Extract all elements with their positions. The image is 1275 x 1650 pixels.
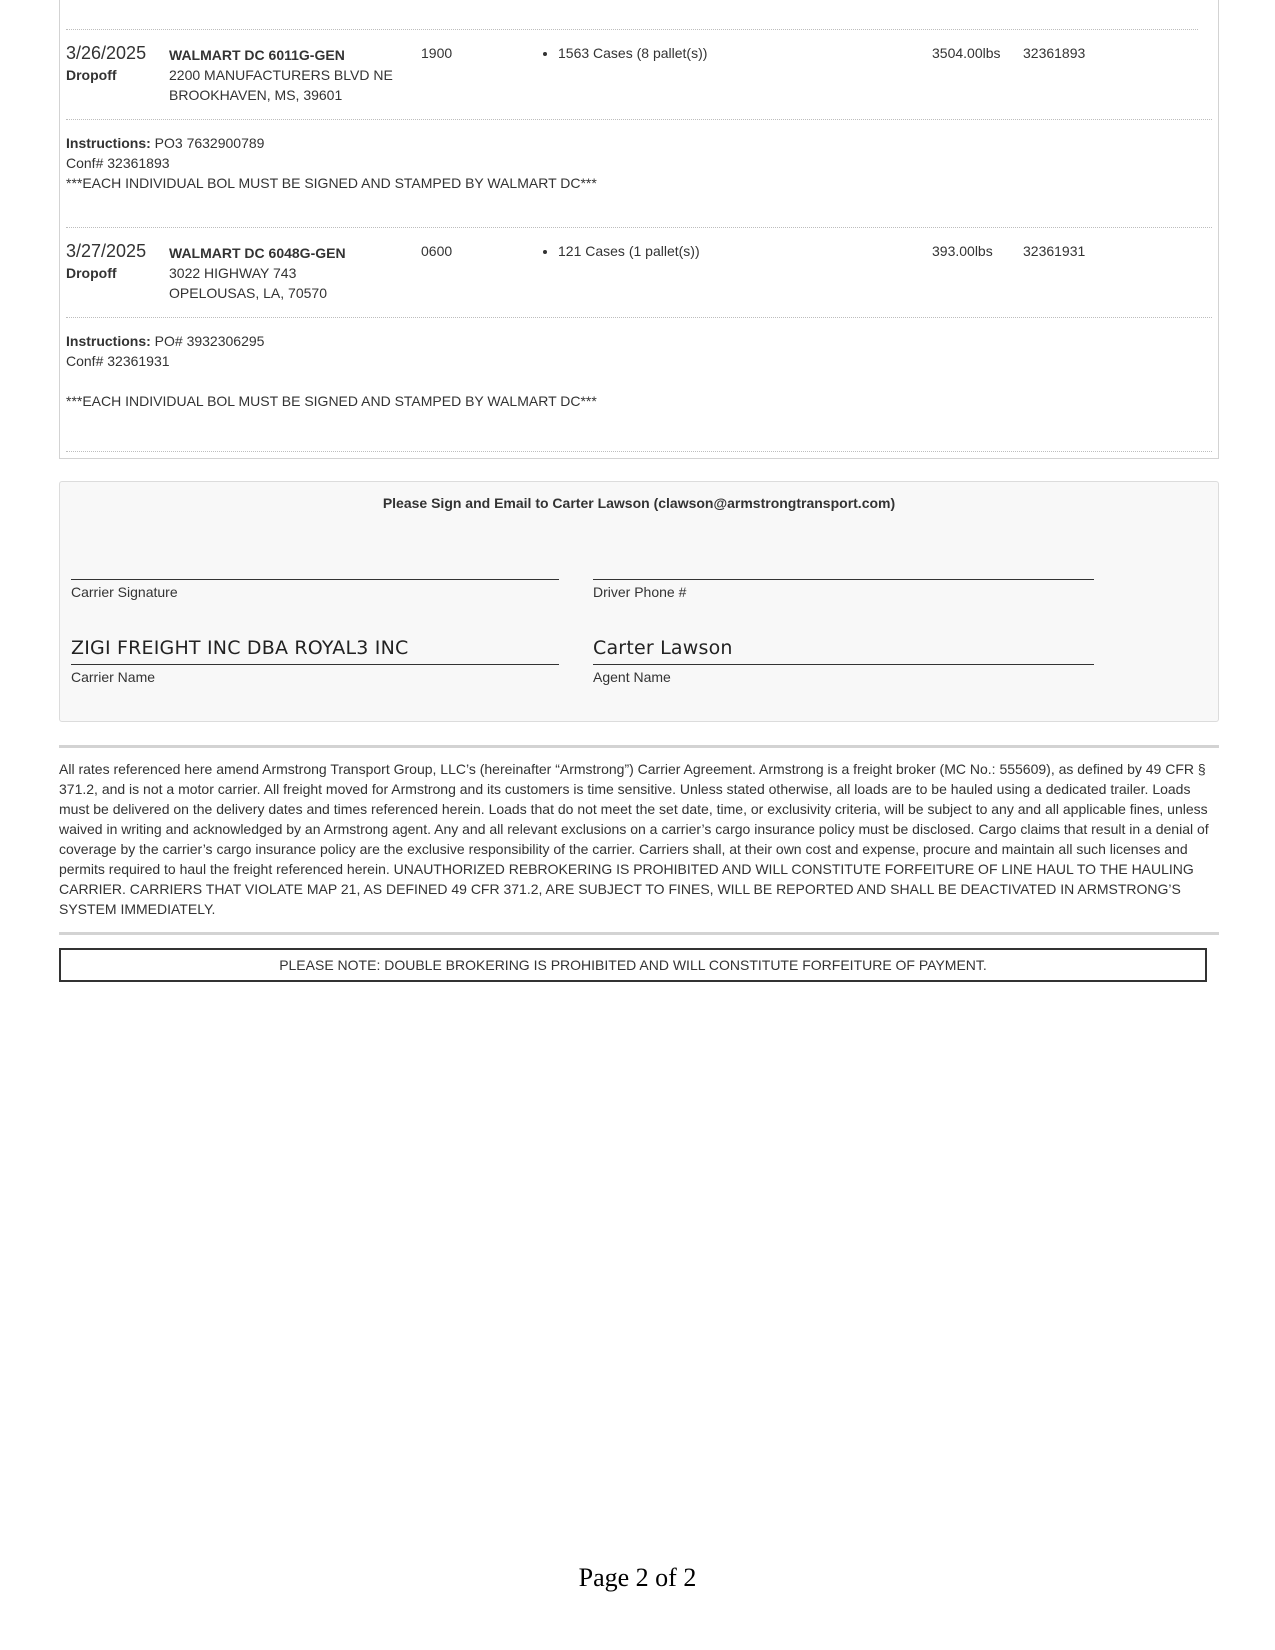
double-brokering-notice: PLEASE NOTE: DOUBLE BROKERING IS PROHIBITED AND WILL CONSTITUTE FORFEITURE OF PAYMENT. <box>59 948 1207 982</box>
stop-weight: 3504.00lbs <box>932 45 1001 61</box>
stop-date: 3/27/2025 <box>66 241 147 261</box>
stop-type: Dropoff <box>66 265 117 281</box>
divider <box>66 451 1212 452</box>
stop-item: • 1563 Cases (8 pallet(s)) <box>558 45 707 61</box>
driver-phone-label: Driver Phone # <box>593 584 687 600</box>
signature-line <box>593 579 1094 580</box>
stop-weight: 393.00lbs <box>932 243 993 259</box>
agent-name-label: Agent Name <box>593 669 671 685</box>
carrier-signature-field[interactable] <box>71 552 559 602</box>
stop-location <box>169 45 393 105</box>
carrier-name-label: Carrier Name <box>71 669 156 685</box>
location-name: WALMART DC 6011G-GEN <box>169 47 345 63</box>
stop-date: 3/26/2025 <box>66 43 147 63</box>
instructions-line: PO3 7632900789 <box>154 135 265 151</box>
location-name: WALMART DC 6048G-GEN <box>169 245 346 261</box>
agent-name-value: Carter Lawson <box>593 637 733 659</box>
divider <box>66 119 1212 120</box>
stop-row <box>60 241 1218 311</box>
stop-item: • 121 Cases (1 pallet(s)) <box>558 243 700 259</box>
legal-terms: All rates referenced here amend Armstrong Transport Group, LLC’s (hereinafter “Armstrong”) Carrier Agreement. Armstrong is a freight broker (MC No.: 555609), as defined by 49 CFR § 371.2, and is not a motor carrier. All freight moved for Armstrong and its customers is time sensitive. Unless stated otherwise, all loads are to be hauled using a dedicated trailer. Loads must be delivered on the delivery dates and times referenced herein. Loads that do not meet the set date, time, or exclusivity criteria, will be subject to any and all applicable fines, unless waived in writing and acknowledged by an Armstrong agent. Any and all relevant exclusions on a carrier’s cargo insurance policy must be disclosed. Cargo claims that result in a denial of coverage by the carrier’s cargo insurance policy are the exclusive responsibility of the carrier. Carriers shall, at their own cost and expense, procure and maintain all such licenses and permits required to haul the freight referenced herein. UNAUTHORIZED REBROKERING IS PROHIBITED AND WILL CONSTITUTE FORFEITURE OF LINE HAUL TO THE HAULING CARRIER. CARRIERS THAT VIOLATE MAP 21, AS DEFINED 49 CFR 371.2, ARE SUBJECT TO FINES, WILL BE REPORTED AND SHALL BE DEACTIVATED IN ARMSTRONG’S SYSTEM IMMEDIATELY. <box>59 761 1209 917</box>
divider <box>66 29 1198 30</box>
divider <box>66 317 1212 318</box>
stop-time: 0600 <box>421 243 453 259</box>
instructions-line: ***EACH INDIVIDUAL BOL MUST BE SIGNED AND STAMPED BY WALMART DC*** <box>66 175 597 191</box>
carrier-signature-label: Carrier Signature <box>71 584 178 600</box>
stop-row <box>60 43 1218 113</box>
signature-line <box>71 664 559 665</box>
stop-conf-number: 32361893 <box>1023 45 1086 61</box>
signature-line <box>71 579 559 580</box>
stop-items <box>541 243 700 259</box>
stop-items <box>541 45 707 61</box>
address-line1: 2200 MANUFACTURERS BLVD NE <box>169 67 393 83</box>
agent-name-field[interactable] <box>593 637 1094 693</box>
stops-table <box>59 0 1219 459</box>
stop-location <box>169 243 346 303</box>
instructions-label: Instructions: <box>66 333 151 349</box>
stop-time: 1900 <box>421 45 453 61</box>
instructions-label: Instructions: <box>66 135 151 151</box>
stop-type: Dropoff <box>66 67 117 83</box>
driver-phone-field[interactable] <box>593 552 1094 602</box>
instructions-line: ***EACH INDIVIDUAL BOL MUST BE SIGNED AND STAMPED BY WALMART DC*** <box>66 393 597 409</box>
carrier-name-field[interactable] <box>71 637 559 693</box>
instructions-line <box>66 371 1212 391</box>
page-number: Page 2 of 2 <box>578 1563 697 1592</box>
instructions-line: Conf# 32361893 <box>66 155 170 171</box>
stop-conf-number: 32361931 <box>1023 243 1086 259</box>
address-line2: OPELOUSAS, LA, 70570 <box>169 285 327 301</box>
divider <box>66 227 1212 228</box>
stop-instructions <box>66 133 1212 193</box>
address-line2: BROOKHAVEN, MS, 39601 <box>169 87 343 103</box>
signature-instructions: Please Sign and Email to Carter Lawson (clawson@armstrongtransport.com) <box>382 495 896 511</box>
stop-instructions <box>66 331 1212 411</box>
signature-section <box>59 481 1219 722</box>
signature-line <box>593 664 1094 665</box>
divider <box>59 745 1219 748</box>
carrier-name-value: ZIGI FREIGHT INC DBA ROYAL3 INC <box>71 637 409 659</box>
divider <box>59 932 1219 935</box>
instructions-line: PO# 3932306295 <box>154 333 265 349</box>
address-line1: 3022 HIGHWAY 743 <box>169 265 297 281</box>
instructions-line: Conf# 32361931 <box>66 353 170 369</box>
